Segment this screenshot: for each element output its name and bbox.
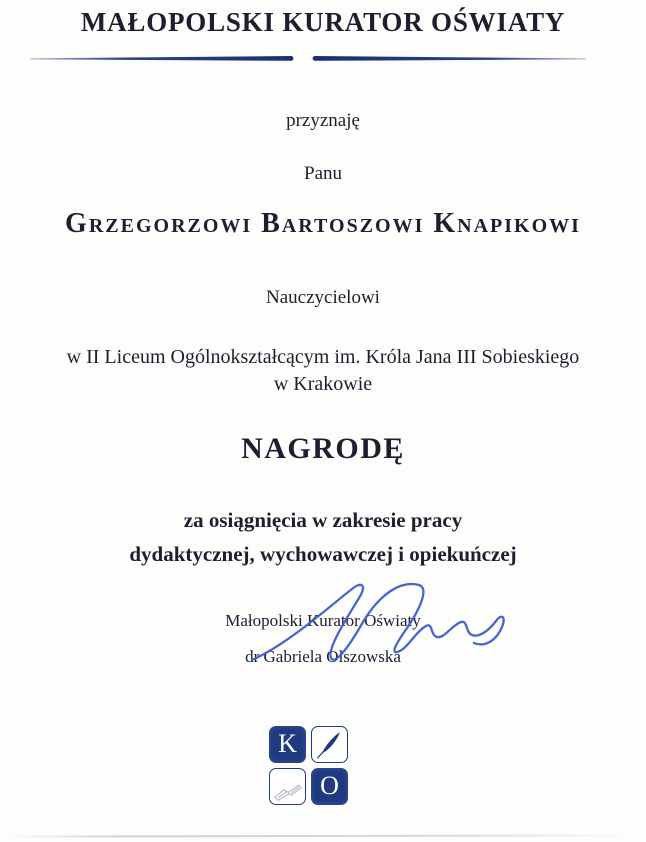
divider-left-segment	[30, 56, 291, 61]
divider-left-cap	[289, 56, 294, 61]
recipient-name: Grzegorzowi Bartoszowi Knapikowi	[65, 208, 581, 239]
divider-right-segment	[315, 56, 586, 61]
grant-verb-text: przyznaję	[286, 110, 360, 131]
divider-right-cap	[313, 56, 318, 61]
school-name	[0, 344, 646, 398]
logo-letter-k: K	[278, 728, 297, 758]
school-name-line2: w Krakowie	[273, 373, 373, 395]
scan-artifact-line	[6, 834, 639, 837]
kuratorium-logo	[269, 726, 348, 805]
logo-square-k	[269, 726, 306, 763]
logo-square-book	[269, 768, 306, 805]
school-name-line1: w II Liceum Ogólnokształcącym im. Króla Jana III Sobieskiego	[66, 346, 580, 368]
signer-name: dr Gabriela Olszowska	[245, 647, 401, 666]
honorific-text: Panu	[304, 163, 342, 184]
award-reason-line1: za osiągnięcia w zakresie pracy	[183, 508, 463, 532]
header-divider	[0, 52, 646, 66]
recipient-role: Nauczycielowi	[266, 287, 380, 308]
logo-square-o	[311, 768, 348, 805]
award-title: NAGRODĘ	[241, 432, 405, 465]
logo-letter-o: O	[320, 770, 339, 800]
award-reason-line2: dydaktycznej, wychowawczej i opiekuńczej	[129, 542, 517, 566]
logo-square-quill	[311, 726, 348, 763]
open-book-icon	[271, 770, 305, 804]
signer-title: Małopolski Kurator Oświaty	[225, 611, 421, 630]
quill-pen-icon	[313, 728, 347, 762]
issuer-title: MAŁOPOLSKI KURATOR OŚWIATY	[80, 7, 566, 37]
award-reason	[0, 503, 646, 571]
